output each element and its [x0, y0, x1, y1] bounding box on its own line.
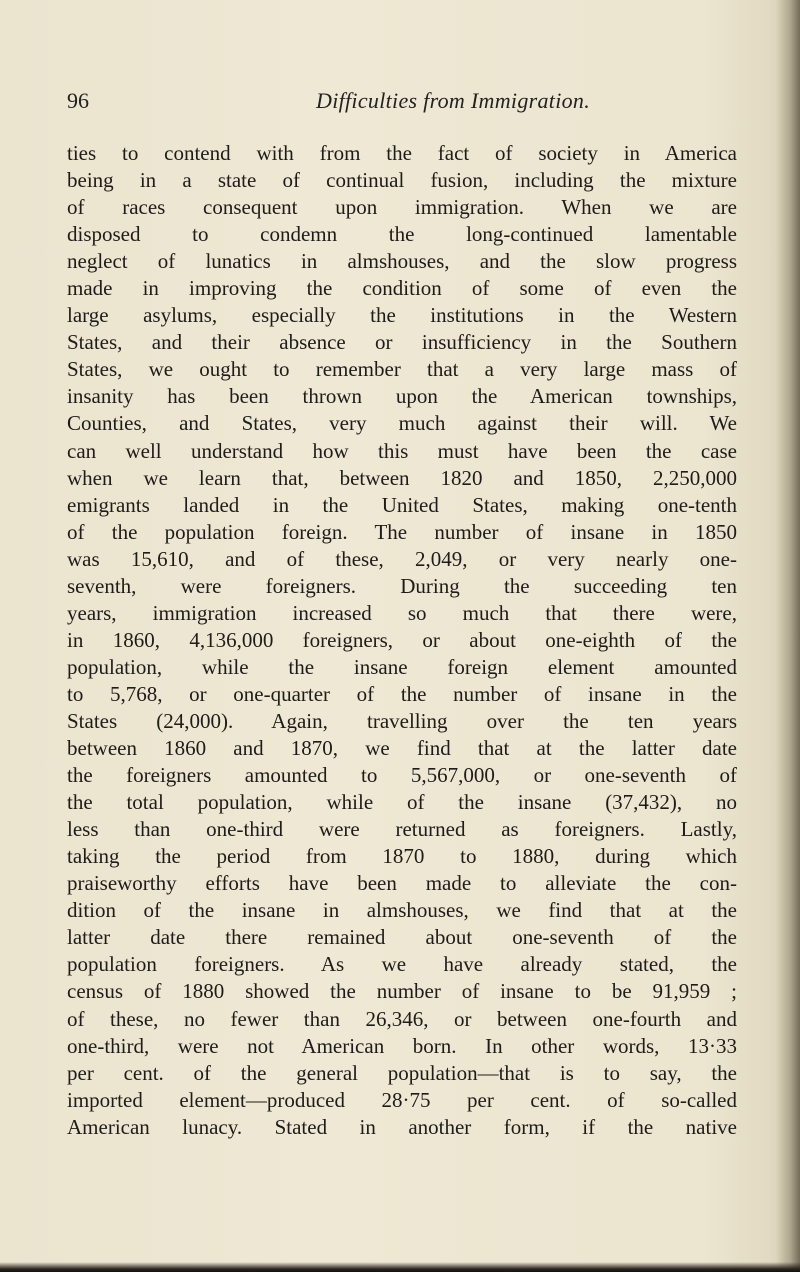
text-line: to 5,768, or one-quarter of the number of insane in the: [67, 681, 737, 706]
text-line: in 1860, 4,136,000 foreigners, or about one-eighth of the: [67, 627, 737, 652]
text-line: States, we ought to remember that a very large mass of: [67, 357, 737, 382]
text-line: praiseworthy efforts have been made to alleviate the con-: [67, 871, 737, 896]
text-line: of the population foreign. The number of insane in 1850: [67, 519, 737, 544]
text-line: seventh, were foreigners. During the succeeding ten: [67, 573, 737, 598]
page-gutter-shadow: [776, 0, 800, 1272]
text-line: American lunacy. Stated in another form, if the native: [67, 1114, 737, 1139]
page-bottom-edge: [0, 1262, 800, 1272]
text-line: population, while the insane foreign element amounted: [67, 654, 737, 679]
text-line: dition of the insane in almshouses, we find that at the: [67, 898, 737, 923]
text-line: years, immigration increased so much that there were,: [67, 600, 737, 625]
text-line: between 1860 and 1870, we find that at the latter date: [67, 736, 737, 761]
text-line: States (24,000). Again, travelling over the ten years: [67, 708, 737, 733]
text-line: imported element—produced 28·75 per cent. of so-called: [67, 1087, 737, 1112]
text-line: was 15,610, and of these, 2,049, or very nearly one-: [67, 546, 737, 571]
text-line: insanity has been thrown upon the American townships,: [67, 384, 737, 409]
text-line: being in a state of continual fusion, including the mixture: [67, 168, 737, 193]
text-line: neglect of lunatics in almshouses, and the slow progress: [67, 249, 737, 274]
text-line: taking the period from 1870 to 1880, during which: [67, 844, 737, 869]
text-line: less than one-third were returned as foreigners. Lastly,: [67, 817, 737, 842]
text-line: emigrants landed in the United States, making one-tenth: [67, 492, 737, 517]
text-line: made in improving the condition of some of even the: [67, 276, 737, 301]
text-line: ties to contend with from the fact of society in America: [67, 141, 737, 165]
text-line: the total population, while of the insane (37,432), no: [67, 790, 737, 815]
text-line: census of 1880 showed the number of insane to be 91,959 ;: [67, 979, 737, 1004]
text-line: can well understand how this must have been the case: [67, 438, 737, 463]
page-header: [0, 88, 800, 128]
text-line: latter date there remained about one-seventh of the: [67, 925, 737, 950]
body-text: [67, 140, 737, 1141]
text-line: population foreigners. As we have already stated, the: [67, 952, 737, 977]
running-head: Difficulties from Immigration.: [316, 88, 591, 113]
text-line: disposed to condemn the long-continued lamentable: [67, 222, 737, 247]
text-line: the foreigners amounted to 5,567,000, or one-seventh of: [67, 763, 737, 788]
text-line: Counties, and States, very much against their will. We: [67, 411, 737, 436]
text-line: of races consequent upon immigration. When we are: [67, 195, 737, 220]
text-line: per cent. of the general population—that is to say, the: [67, 1060, 737, 1085]
text-line: one-third, were not American born. In other words, 13·33: [67, 1033, 737, 1058]
text-line: of these, no fewer than 26,346, or between one-fourth and: [67, 1006, 737, 1031]
text-line: large asylums, especially the institutions in the Western: [67, 303, 737, 328]
page-number: 96: [67, 88, 89, 113]
text-line: States, and their absence or insufficiency in the Southern: [67, 330, 737, 355]
text-line: when we learn that, between 1820 and 1850, 2,250,000: [67, 465, 737, 490]
